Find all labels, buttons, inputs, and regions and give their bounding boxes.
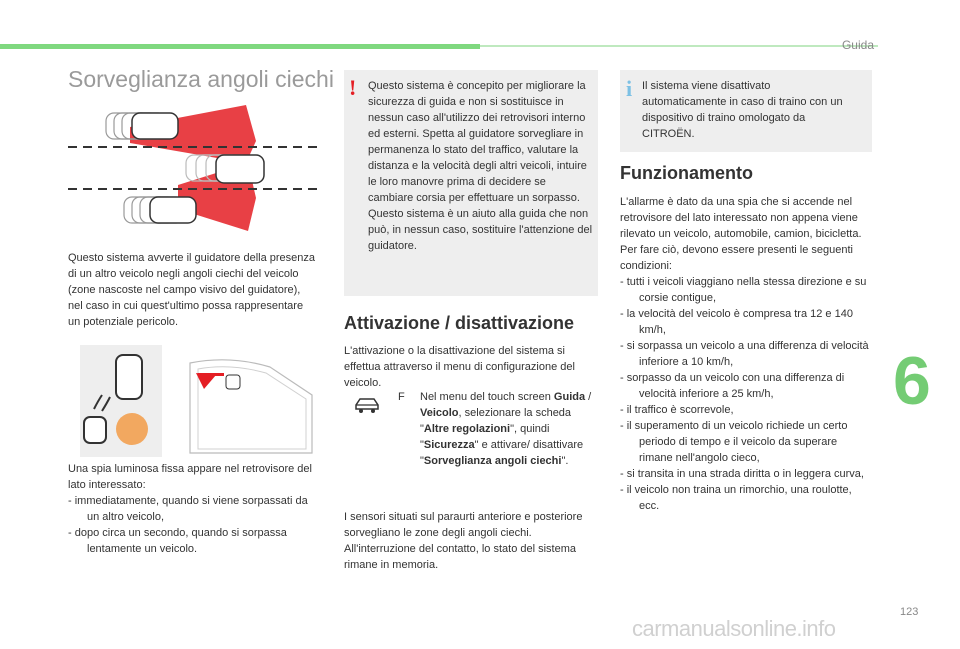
sensors-paragraph: I sensori situati sul paraurti anteriore e posteriore sorvegliano le zone degli angoli ciechi. bbox=[344, 511, 583, 539]
menu-veicolo: Veicolo bbox=[420, 407, 459, 419]
funzionamento-paragraph-2: Per fare ciò, devono essere presenti le seguenti condizioni: bbox=[620, 244, 853, 272]
light-section bbox=[68, 461, 318, 557]
condition-item: - il traffico è scorrevole, bbox=[620, 404, 734, 416]
activation-intro: L'attivazione o la disattivazione del sistema si effettua attraverso il menu di configurazione del veicolo. bbox=[344, 345, 575, 389]
tab-altre-regolazioni: Altre regolazioni bbox=[423, 423, 511, 435]
condition-item: - sorpasso da un veicolo con una differenza di velocità inferiore a 25 km/h, bbox=[620, 372, 845, 400]
menu-guida: Guida bbox=[553, 391, 586, 403]
page-number: 123 bbox=[900, 606, 919, 618]
activation-heading: Attivazione / disattivazione bbox=[344, 313, 575, 333]
warning-paragraph-1: Questo sistema è concepito per migliorare la sicurezza di guida e non si sostituisce in nessun caso all'utilizzo dei retrovisori interno ed esterni. Spetta al guidatore sorvegliare in permanenza lo stato del traffico, valutare la distanza e la velocità degli altri veicoli, intuire le loro manovre prima di decidere se cambiare corsia per effettuare un sorpasso. bbox=[368, 80, 587, 204]
light-item-1: - immediatamente, quando si viene sorpassati da un altro veicolo, bbox=[68, 495, 308, 523]
instruction-bullet: F bbox=[398, 391, 405, 403]
watermark: carmanualsonline.info bbox=[632, 616, 836, 641]
warning-box bbox=[344, 70, 598, 296]
funzionamento-paragraph-1: L'allarme è dato da una spia che si accende nel retrovisore del lato interessato non appena viene rilevato un veicolo, automobile, camion, bicicletta. bbox=[620, 196, 862, 240]
mirror-warning-illustration bbox=[80, 345, 328, 457]
header-accent-bar bbox=[0, 44, 480, 49]
condition-item: - il superamento di un veicolo richiede un certo periodo di tempo e il veicolo da superare rimane nell'angolo cieco, bbox=[620, 420, 848, 464]
car-top bbox=[132, 113, 178, 139]
condition-item: - il veicolo non traina un rimorchio, una roulotte, ecc. bbox=[620, 484, 852, 512]
light-intro: Una spia luminosa fissa appare nel retrovisore del lato interessato: bbox=[68, 463, 312, 491]
funzionamento-heading: Funzionamento bbox=[620, 163, 753, 183]
car-settings-icon bbox=[352, 396, 382, 416]
page-title: Sorveglianza angoli ciechi bbox=[68, 66, 334, 92]
info-box bbox=[620, 70, 872, 152]
intro-paragraph: Questo sistema avverte il guidatore della presenza di un altro veicolo negli angoli ciechi del veicolo (zone nascoste nel campo visivo del guidatore), nel caso in cui quest'ultimo possa rappresentare un potenziale pericolo. bbox=[68, 252, 316, 328]
header-rule bbox=[480, 45, 878, 47]
warning-paragraph-2: Questo sistema è un aiuto alla guida che non può, in nessun caso, sostituire l'attenzione del guidatore. bbox=[368, 208, 593, 252]
warning-exclamation-icon: ! bbox=[349, 75, 357, 100]
warning-text bbox=[368, 78, 594, 254]
car-icon-top bbox=[116, 355, 142, 399]
orange-warning-lamp-icon bbox=[116, 413, 148, 445]
car-icon-bottom bbox=[84, 417, 106, 443]
info-i-icon: i bbox=[626, 76, 633, 101]
condition-item: - la velocità del veicolo è compresa tra 12 e 140 km/h, bbox=[620, 308, 853, 336]
menu-sicurezza: Sicurezza bbox=[423, 439, 475, 451]
mirror-lamp-icon bbox=[226, 375, 240, 389]
condition-item: - si sorpassa un veicolo a una differenza di velocità inferiore a 10 km/h, bbox=[620, 340, 869, 368]
blind-spot-zones-illustration bbox=[66, 103, 326, 238]
sensors-text bbox=[344, 509, 600, 573]
section-label: Guida bbox=[841, 38, 874, 52]
car-bottom bbox=[150, 197, 196, 223]
memory-paragraph: All'interruzione del contatto, lo stato del sistema rimane in memoria. bbox=[344, 543, 576, 571]
option-sorveglianza: Sorveglianza angoli ciechi bbox=[423, 455, 562, 467]
light-item-2: - dopo circa un secondo, quando si sorpassa lentamente un veicolo. bbox=[68, 527, 287, 555]
condition-item: - si transita in una strada diritta o in leggera curva, bbox=[620, 468, 864, 480]
condition-item: - tutti i veicoli viaggiano nella stessa direzione e su corsie contigue, bbox=[620, 276, 867, 304]
instruction-text: Nel menu del touch screen Guida / Veicolo, selezionare la scheda "Altre regolazioni", quindi "Sicurezza" e attivare/ disattivare "Sorveglianza angoli ciechi". bbox=[420, 391, 592, 467]
funzionamento-body bbox=[620, 194, 872, 514]
info-text: Il sistema viene disattivato automaticamente in caso di traino con un dispositivo di traino omologato da CITROËN. bbox=[642, 80, 843, 140]
chapter-number: 6 bbox=[893, 343, 931, 419]
car-ego bbox=[216, 155, 264, 183]
